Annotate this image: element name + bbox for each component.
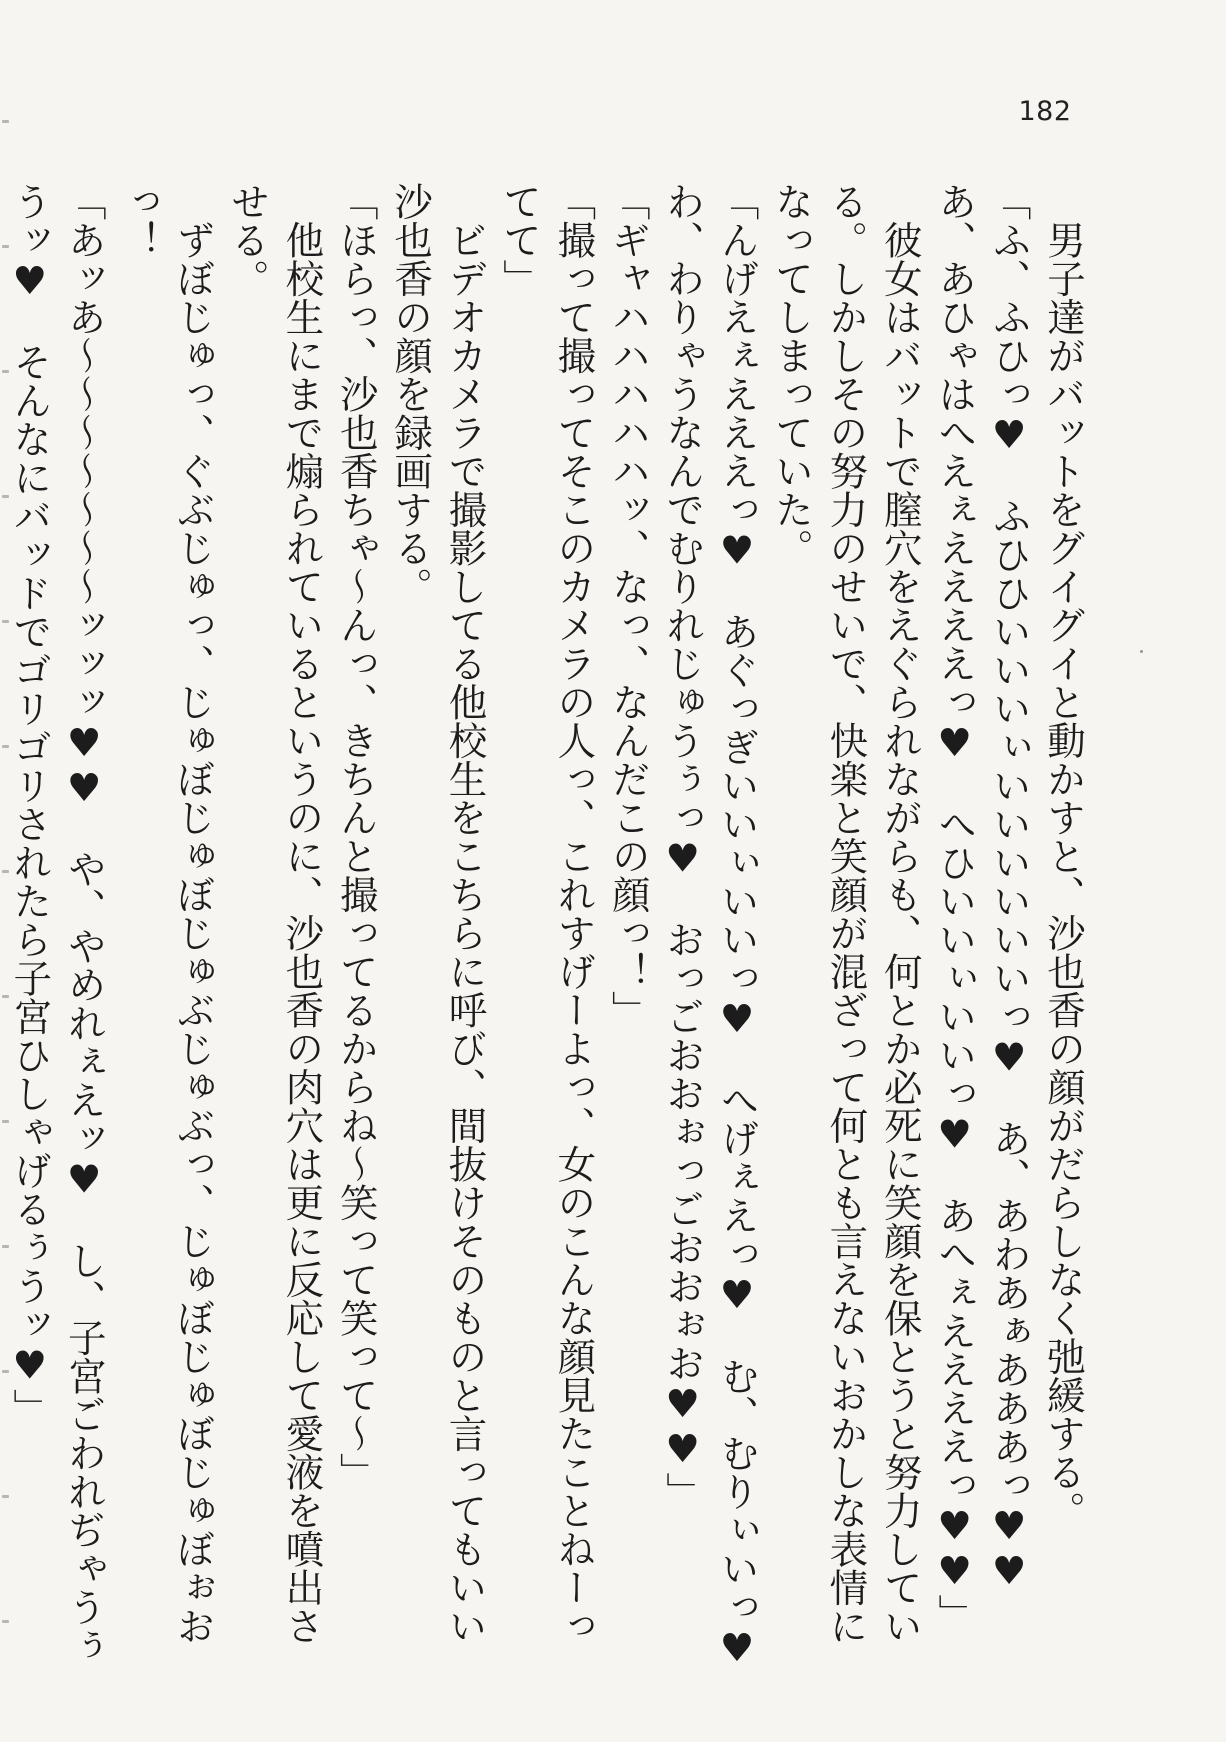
- paragraph: ずぼじゅっ、ぐぶじゅっ、じゅぼじゅぼじゅぶじゅぶっ、じゅぼじゅぼじゅぼぉおっ！: [116, 182, 216, 1645]
- paper-speck: [1140, 650, 1143, 653]
- paragraph: 「ギャハハハハハッ、なっ、なんだこの顔っ！」: [605, 182, 651, 1029]
- page-number: 182: [1018, 96, 1072, 127]
- paragraph: 「撮って撮ってそこのカメラの人っ、これすげーよっ、女のこんな顔見たことねーってて」: [496, 182, 597, 1645]
- paragraph: 「んげえぇえええっ♥ あぐっぎいいぃいいっ♥ へげぇえっ♥ む、むりぃいっ♥ わ、わりゃうなんでむりれじゅうぅっ♥ おっごおおぉっごおおぉお♥♥」: [660, 182, 760, 1710]
- paragraph: 「あッあ〜〜〜〜〜〜〜ッッッ♥♥ や、やめれぇえッ♥ し、子宮ごわれぢゃうぅうッ♥ そんなにバッドでゴリゴリされたら子宮ひしゃげるぅうッ♥」: [7, 182, 107, 1665]
- body-text: [7, 182, 1090, 1710]
- paragraph: 彼女はバットで膣穴をえぐられながらも、何とか必死に笑顔を保とうと努力している。しかしその努力のせいで、快楽と笑顔が混ざって何とも言えないおかしな表情になってしまっていた。: [768, 182, 923, 1645]
- paragraph: ビデオカメラで撮影してる他校生をこちらに呼び、間抜けそのものと言ってもいい沙也香の顔を録画する。: [388, 182, 488, 1645]
- paragraph: 他校生にまで煽られているというのに、沙也香の肉穴は更に反応して愛液を噴出させる。: [224, 182, 325, 1645]
- paragraph: 「ほらっ、沙也香ちゃ〜んっ、きちんと撮ってるからね〜笑って笑って〜」: [333, 182, 379, 1491]
- paragraph: 男子達がバットをグイグイと動かすと、沙也香の顔がだらしなく弛緩する。: [1041, 182, 1086, 1530]
- paragraph: 「ふ、ふひっ♥ ふひひいいいぃいいいいいいっ♥ あ、あわあぁあああっ♥♥ あ、あひゃはへえぇええええっ♥ へひいいぃいいっ♥ あへぇええええっ♥♥」: [932, 182, 1032, 1633]
